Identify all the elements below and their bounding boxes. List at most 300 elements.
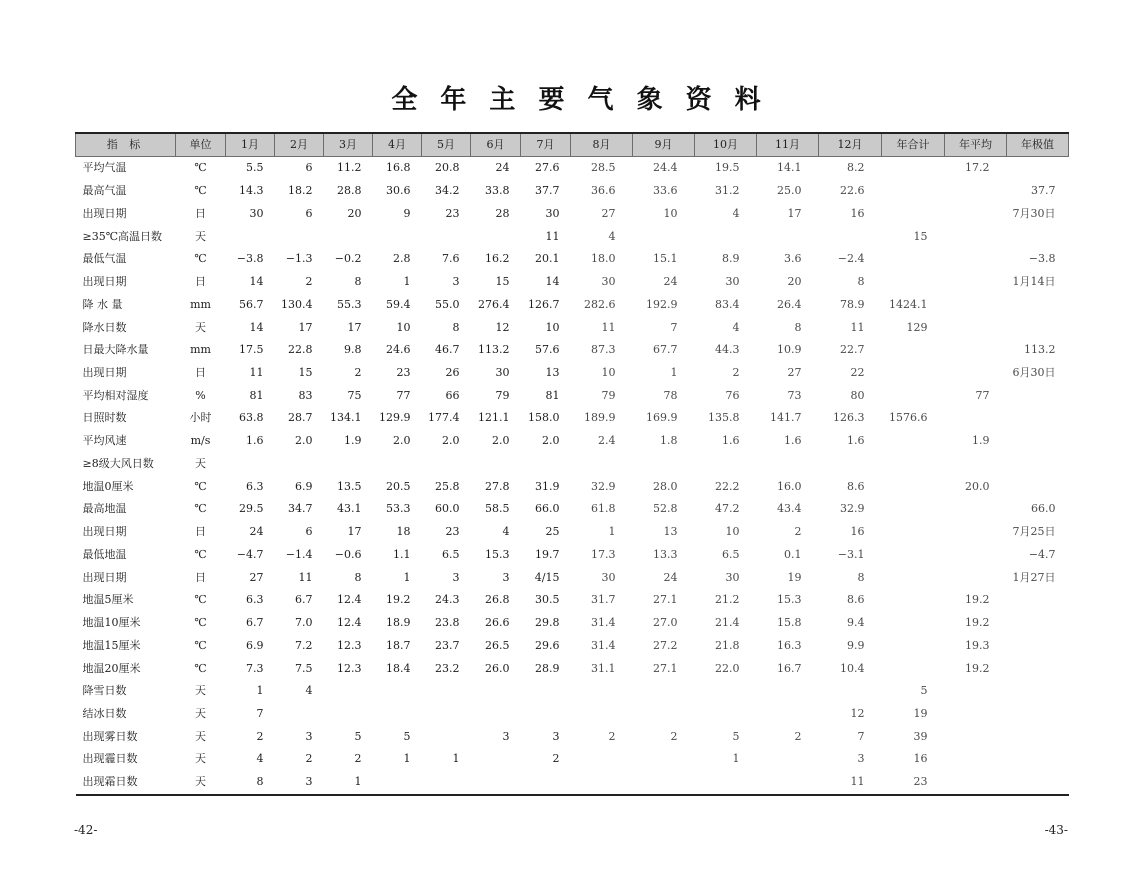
month-6-value: 16.2 (485, 252, 510, 266)
month-2-value: 6.9 (295, 479, 313, 493)
annual-extreme-value (1007, 748, 1069, 771)
month-6-value: 79 (495, 388, 510, 402)
row-label: ≥8级大风日数 (82, 456, 154, 470)
annual-extreme-value (1007, 407, 1069, 430)
month-8-value: 31.1 (591, 661, 616, 675)
annual-mean-value: 19.2 (965, 661, 990, 675)
month-10-value: 4 (732, 320, 740, 334)
month-3-value: 17 (347, 320, 362, 334)
month-1-value: 6.9 (246, 638, 264, 652)
month-2-value: 11 (298, 570, 313, 584)
table-row (76, 293, 1069, 316)
annual-mean-value (945, 748, 1007, 771)
month-6-value (471, 703, 521, 726)
month-9-value (633, 771, 695, 795)
unit-cell: 天 (195, 229, 206, 243)
table-row (76, 589, 1069, 612)
month-4-value: 24.6 (386, 343, 411, 357)
month-2-value: −1.3 (285, 252, 313, 266)
month-2-value: 83 (298, 388, 313, 402)
month-11-value: 8 (794, 320, 802, 334)
annual-total-value: 23 (913, 775, 928, 789)
month-2-value: 6 (305, 161, 313, 175)
month-9-value: 27.2 (653, 638, 678, 652)
annual-total-value: 1424.1 (889, 297, 928, 311)
annual-total-value (882, 657, 945, 680)
month-3-value: 43.1 (337, 502, 362, 516)
month-11-value: 16.3 (777, 638, 802, 652)
month-9-value: 28.0 (653, 479, 678, 493)
month-12-value: 32.9 (840, 502, 865, 516)
month-11-value: 0.1 (784, 547, 802, 561)
month-3-value (324, 703, 373, 726)
month-5-value (422, 225, 471, 248)
annual-mean-value (945, 680, 1007, 703)
month-8-value: 17.3 (591, 547, 616, 561)
month-1-value: 7.3 (246, 661, 264, 675)
month-7-value: 4/15 (534, 570, 560, 584)
month-2-value: 2 (305, 752, 313, 766)
month-1-value: 6.3 (246, 593, 264, 607)
month-1-value: 24 (249, 525, 264, 539)
month-10-value: 19.5 (715, 161, 740, 175)
page-title: 全 年 主 要 气 象 资 料 (391, 85, 768, 115)
row-label: 出现日期 (82, 206, 127, 220)
month-5-value: 66 (445, 388, 460, 402)
annual-mean-value (945, 453, 1007, 476)
month-1-value: 4 (256, 752, 264, 766)
month-2-value: 34.7 (288, 502, 313, 516)
annual-extreme-value: 113.2 (1024, 343, 1056, 357)
month-10-value: 22.2 (715, 479, 740, 493)
month-9-value: 24.4 (653, 161, 678, 175)
month-3-value: 8 (354, 570, 362, 584)
table-row (76, 521, 1069, 544)
month-11-value: 73 (787, 388, 802, 402)
annual-total-value (882, 521, 945, 544)
month-10-value: 1 (732, 752, 740, 766)
table-row (76, 225, 1069, 248)
month-1-value: 1.6 (246, 434, 264, 448)
month-4-value: 1 (403, 752, 411, 766)
unit-cell: ℃ (194, 547, 207, 561)
month-9-value: 1.8 (660, 434, 678, 448)
table-row (76, 248, 1069, 271)
month-6-value: 26.8 (485, 593, 510, 607)
annual-extreme-value: 7月25日 (1012, 525, 1056, 539)
month-4-value: 30.6 (386, 184, 411, 198)
month-9-value: 27.1 (653, 593, 678, 607)
month-3-value (324, 453, 373, 476)
month-4-value: 2.8 (393, 252, 411, 266)
month-4-value: 77 (396, 388, 411, 402)
column-header-month-4: 4月 (373, 133, 422, 157)
column-header-month-5: 5月 (422, 133, 471, 157)
month-6-value (471, 225, 521, 248)
month-1-value: 29.5 (239, 502, 264, 516)
unit-cell: ℃ (194, 161, 207, 175)
month-12-value: −3.1 (837, 547, 865, 561)
month-10-value: 22.0 (715, 661, 740, 675)
unit-cell: ℃ (194, 593, 207, 607)
annual-mean-value (945, 293, 1007, 316)
month-3-value: 5 (354, 729, 362, 743)
month-5-value: 1 (452, 752, 460, 766)
table-body (76, 157, 1069, 795)
month-10-value: 8.9 (722, 252, 740, 266)
month-4-value: 2.0 (393, 434, 411, 448)
table-row (76, 157, 1069, 180)
annual-mean-value (945, 339, 1007, 362)
month-11-value: 17 (787, 206, 802, 220)
month-12-value (819, 225, 882, 248)
column-header-annual-total: 年合计 (882, 133, 945, 157)
month-4-value (373, 703, 422, 726)
month-11-value (757, 225, 819, 248)
month-9-value: 7 (670, 320, 678, 334)
annual-mean-value (945, 225, 1007, 248)
annual-extreme-value (1007, 225, 1069, 248)
month-12-value: 8 (857, 275, 865, 289)
month-5-value: 8 (452, 320, 460, 334)
column-header-month-10: 10月 (695, 133, 757, 157)
month-1-value: 5.5 (246, 161, 264, 175)
month-12-value (819, 680, 882, 703)
month-8-value: 4 (608, 229, 616, 243)
month-5-value: 23 (445, 525, 460, 539)
month-12-value: 8.2 (847, 161, 865, 175)
month-7-value: 37.7 (535, 184, 560, 198)
month-8-value: 31.4 (591, 616, 616, 630)
month-8-value: 2.4 (598, 434, 616, 448)
month-8-value: 27 (601, 206, 616, 220)
row-label: 日最大降水量 (82, 343, 149, 357)
month-5-value: 2.0 (442, 434, 460, 448)
annual-total-value (882, 157, 945, 180)
month-3-value: −0.6 (334, 547, 362, 561)
row-label: 地温10厘米 (82, 616, 141, 630)
month-9-value: 67.7 (653, 343, 678, 357)
month-7-value: 11 (545, 229, 560, 243)
month-10-value: 10 (725, 525, 740, 539)
annual-extreme-value (1007, 771, 1069, 795)
annual-total-value (882, 362, 945, 385)
month-3-value: 8 (354, 275, 362, 289)
month-2-value: 28.7 (288, 411, 313, 425)
row-label: 出现雾日数 (82, 729, 138, 743)
month-12-value: 3 (857, 752, 865, 766)
month-5-value: 25.8 (435, 479, 460, 493)
row-label: 平均气温 (82, 161, 127, 175)
month-11-value: 25.0 (777, 184, 802, 198)
annual-extreme-value (1007, 703, 1069, 726)
month-11-value: 20 (787, 275, 802, 289)
month-1-value: 30 (249, 206, 264, 220)
month-3-value: 11.2 (337, 161, 362, 175)
month-2-value: 17 (298, 320, 313, 334)
month-11-value (757, 680, 819, 703)
month-2-value: 7.2 (295, 638, 313, 652)
month-10-value: 76 (725, 388, 740, 402)
month-6-value: 2.0 (492, 434, 510, 448)
annual-mean-value: 77 (975, 388, 990, 402)
unit-cell: ℃ (194, 252, 207, 266)
month-7-value: 30.5 (535, 593, 560, 607)
column-header-month-7: 7月 (521, 133, 571, 157)
month-3-value: 75 (347, 388, 362, 402)
table-row (76, 339, 1069, 362)
annual-mean-value (945, 543, 1007, 566)
month-1-value: 27 (249, 570, 264, 584)
column-header-month-6: 6月 (471, 133, 521, 157)
column-header-indicator: 指 标 (76, 133, 176, 157)
unit-cell: 天 (195, 706, 206, 720)
month-12-value: 11 (850, 775, 865, 789)
month-11-value: 26.4 (777, 297, 802, 311)
month-9-value (633, 225, 695, 248)
month-5-value: 20.8 (435, 161, 460, 175)
month-12-value: 8.6 (847, 593, 865, 607)
annual-total-value (882, 612, 945, 635)
month-4-value: 10 (396, 320, 411, 334)
month-7-value: 10 (545, 320, 560, 334)
month-1-value (226, 453, 275, 476)
annual-mean-value (945, 316, 1007, 339)
month-3-value: 28.8 (337, 184, 362, 198)
row-label: 地温15厘米 (82, 638, 141, 652)
month-5-value: 26 (445, 365, 460, 379)
month-6-value: 58.5 (485, 502, 510, 516)
month-4-value (373, 680, 422, 703)
month-11-value: 15.8 (777, 616, 802, 630)
row-label: 最高气温 (82, 184, 127, 198)
month-12-value: 16 (850, 525, 865, 539)
annual-extreme-value: 37.7 (1031, 184, 1056, 198)
month-11-value (757, 771, 819, 795)
month-10-value: 30 (725, 570, 740, 584)
unit-cell: 日 (195, 365, 206, 379)
table-row (76, 453, 1069, 476)
month-8-value: 2 (608, 729, 616, 743)
month-1-value: −3.8 (236, 252, 264, 266)
month-10-value: 5 (732, 729, 740, 743)
row-label: 地温5厘米 (82, 593, 134, 607)
annual-extreme-value (1007, 430, 1069, 453)
row-label: 出现霾日数 (82, 752, 138, 766)
month-9-value: 52.8 (653, 502, 678, 516)
month-6-value: 15.3 (485, 547, 510, 561)
month-5-value (422, 703, 471, 726)
month-5-value: 23.2 (435, 661, 460, 675)
month-7-value: 13 (545, 365, 560, 379)
month-4-value: 16.8 (386, 161, 411, 175)
month-12-value: 22 (850, 365, 865, 379)
month-8-value: 87.3 (591, 343, 616, 357)
month-8-value: 1 (608, 525, 616, 539)
month-3-value: 1.9 (344, 434, 362, 448)
month-8-value: 30 (601, 275, 616, 289)
month-2-value: 2 (305, 275, 313, 289)
month-11-value: 19 (787, 570, 802, 584)
month-10-value: 83.4 (715, 297, 740, 311)
month-4-value: 53.3 (386, 502, 411, 516)
month-5-value: 23.8 (435, 616, 460, 630)
month-9-value: 33.6 (653, 184, 678, 198)
annual-total-value: 5 (920, 684, 928, 698)
month-9-value: 13 (663, 525, 678, 539)
annual-mean-value (945, 180, 1007, 203)
month-1-value: 63.8 (239, 411, 264, 425)
table-row (76, 543, 1069, 566)
annual-extreme-value (1007, 475, 1069, 498)
annual-extreme-value: 7月30日 (1012, 206, 1056, 220)
month-1-value: 56.7 (239, 297, 264, 311)
month-2-value: 3 (305, 775, 313, 789)
month-8-value: 30 (601, 570, 616, 584)
month-7-value: 2 (552, 752, 560, 766)
unit-cell: 日 (195, 275, 206, 289)
month-10-value: 21.2 (715, 593, 740, 607)
month-3-value: 20 (347, 206, 362, 220)
row-label: 日照时数 (82, 411, 127, 425)
month-5-value: 46.7 (435, 343, 460, 357)
month-12-value: 1.6 (847, 434, 865, 448)
column-header-annual-mean: 年平均 (945, 133, 1007, 157)
month-9-value: 1 (670, 365, 678, 379)
month-2-value (275, 703, 324, 726)
month-7-value: 20.1 (535, 252, 560, 266)
annual-total-value (882, 202, 945, 225)
page-number-left: -42- (74, 823, 98, 837)
table-row (76, 362, 1069, 385)
month-6-value: 26.0 (485, 661, 510, 675)
table-row (76, 657, 1069, 680)
month-3-value: 55.3 (337, 297, 362, 311)
unit-cell: % (195, 388, 206, 402)
row-label: 降雪日数 (82, 684, 127, 698)
month-9-value (633, 680, 695, 703)
month-8-value: 282.6 (584, 297, 616, 311)
annual-total-value (882, 339, 945, 362)
month-9-value (633, 703, 695, 726)
annual-extreme-value (1007, 612, 1069, 635)
row-label: 出现霜日数 (82, 775, 138, 789)
month-1-value: 7 (256, 706, 264, 720)
annual-extreme-value (1007, 384, 1069, 407)
column-header-month-2: 2月 (275, 133, 324, 157)
row-label: 出现日期 (82, 275, 127, 289)
unit-cell: 日 (195, 206, 206, 220)
month-7-value: 29.6 (535, 638, 560, 652)
month-8-value (571, 703, 633, 726)
month-9-value (633, 453, 695, 476)
month-11-value: 16.7 (777, 661, 802, 675)
month-5-value: 55.0 (435, 297, 460, 311)
table-row (76, 725, 1069, 748)
month-6-value (471, 748, 521, 771)
table-row (76, 566, 1069, 589)
month-5-value: 177.4 (428, 411, 460, 425)
month-6-value: 4 (502, 525, 510, 539)
month-5-value (422, 725, 471, 748)
month-11-value: 2 (794, 525, 802, 539)
month-7-value: 27.6 (535, 161, 560, 175)
month-8-value (571, 748, 633, 771)
month-3-value (324, 680, 373, 703)
month-4-value: 18 (396, 525, 411, 539)
month-8-value: 28.5 (591, 161, 616, 175)
annual-mean-value (945, 248, 1007, 271)
month-1-value: 6.3 (246, 479, 264, 493)
annual-total-value: 39 (913, 729, 928, 743)
annual-total-value (882, 634, 945, 657)
month-3-value: 134.1 (330, 411, 362, 425)
annual-mean-value: 19.2 (965, 593, 990, 607)
month-4-value: 5 (403, 729, 411, 743)
annual-total-value (882, 271, 945, 294)
table-row (76, 384, 1069, 407)
annual-total-value (882, 453, 945, 476)
month-1-value: 2 (256, 729, 264, 743)
month-8-value (571, 680, 633, 703)
month-6-value: 30 (495, 365, 510, 379)
month-12-value: 126.3 (833, 411, 865, 425)
unit-cell: ℃ (194, 184, 207, 198)
table-row (76, 475, 1069, 498)
month-3-value: 13.5 (337, 479, 362, 493)
annual-total-value (882, 248, 945, 271)
month-3-value: 12.4 (337, 593, 362, 607)
unit-cell: 天 (195, 775, 206, 789)
annual-mean-value (945, 725, 1007, 748)
month-12-value (819, 453, 882, 476)
month-6-value (471, 453, 521, 476)
month-10-value (695, 703, 757, 726)
month-8-value (571, 453, 633, 476)
annual-extreme-value: 66.0 (1031, 502, 1056, 516)
month-9-value: 13.3 (653, 547, 678, 561)
row-label: 平均相对湿度 (82, 388, 149, 402)
annual-total-value: 1576.6 (889, 411, 928, 425)
month-10-value: 44.3 (715, 343, 740, 357)
month-11-value: 16.0 (777, 479, 802, 493)
month-5-value: 24.3 (435, 593, 460, 607)
month-6-value (471, 680, 521, 703)
annual-mean-value (945, 566, 1007, 589)
annual-total-value: 19 (913, 706, 928, 720)
table-header (76, 133, 1069, 157)
table-row (76, 316, 1069, 339)
annual-mean-value: 20.0 (965, 479, 990, 493)
unit-cell: 天 (195, 320, 206, 334)
month-1-value: 17.5 (239, 343, 264, 357)
row-label: 降水日数 (82, 320, 127, 334)
table-row (76, 498, 1069, 521)
month-3-value: 2 (354, 752, 362, 766)
month-10-value: 1.6 (722, 434, 740, 448)
unit-cell: 天 (195, 684, 206, 698)
annual-total-value (882, 543, 945, 566)
month-4-value: 1 (403, 570, 411, 584)
month-6-value: 15 (495, 275, 510, 289)
unit-cell: 日 (195, 570, 206, 584)
table-row (76, 407, 1069, 430)
month-12-value: 10.4 (840, 661, 865, 675)
row-label: 最高地温 (82, 502, 127, 516)
month-5-value: 3 (452, 275, 460, 289)
month-10-value: 21.8 (715, 638, 740, 652)
month-9-value: 78 (663, 388, 678, 402)
